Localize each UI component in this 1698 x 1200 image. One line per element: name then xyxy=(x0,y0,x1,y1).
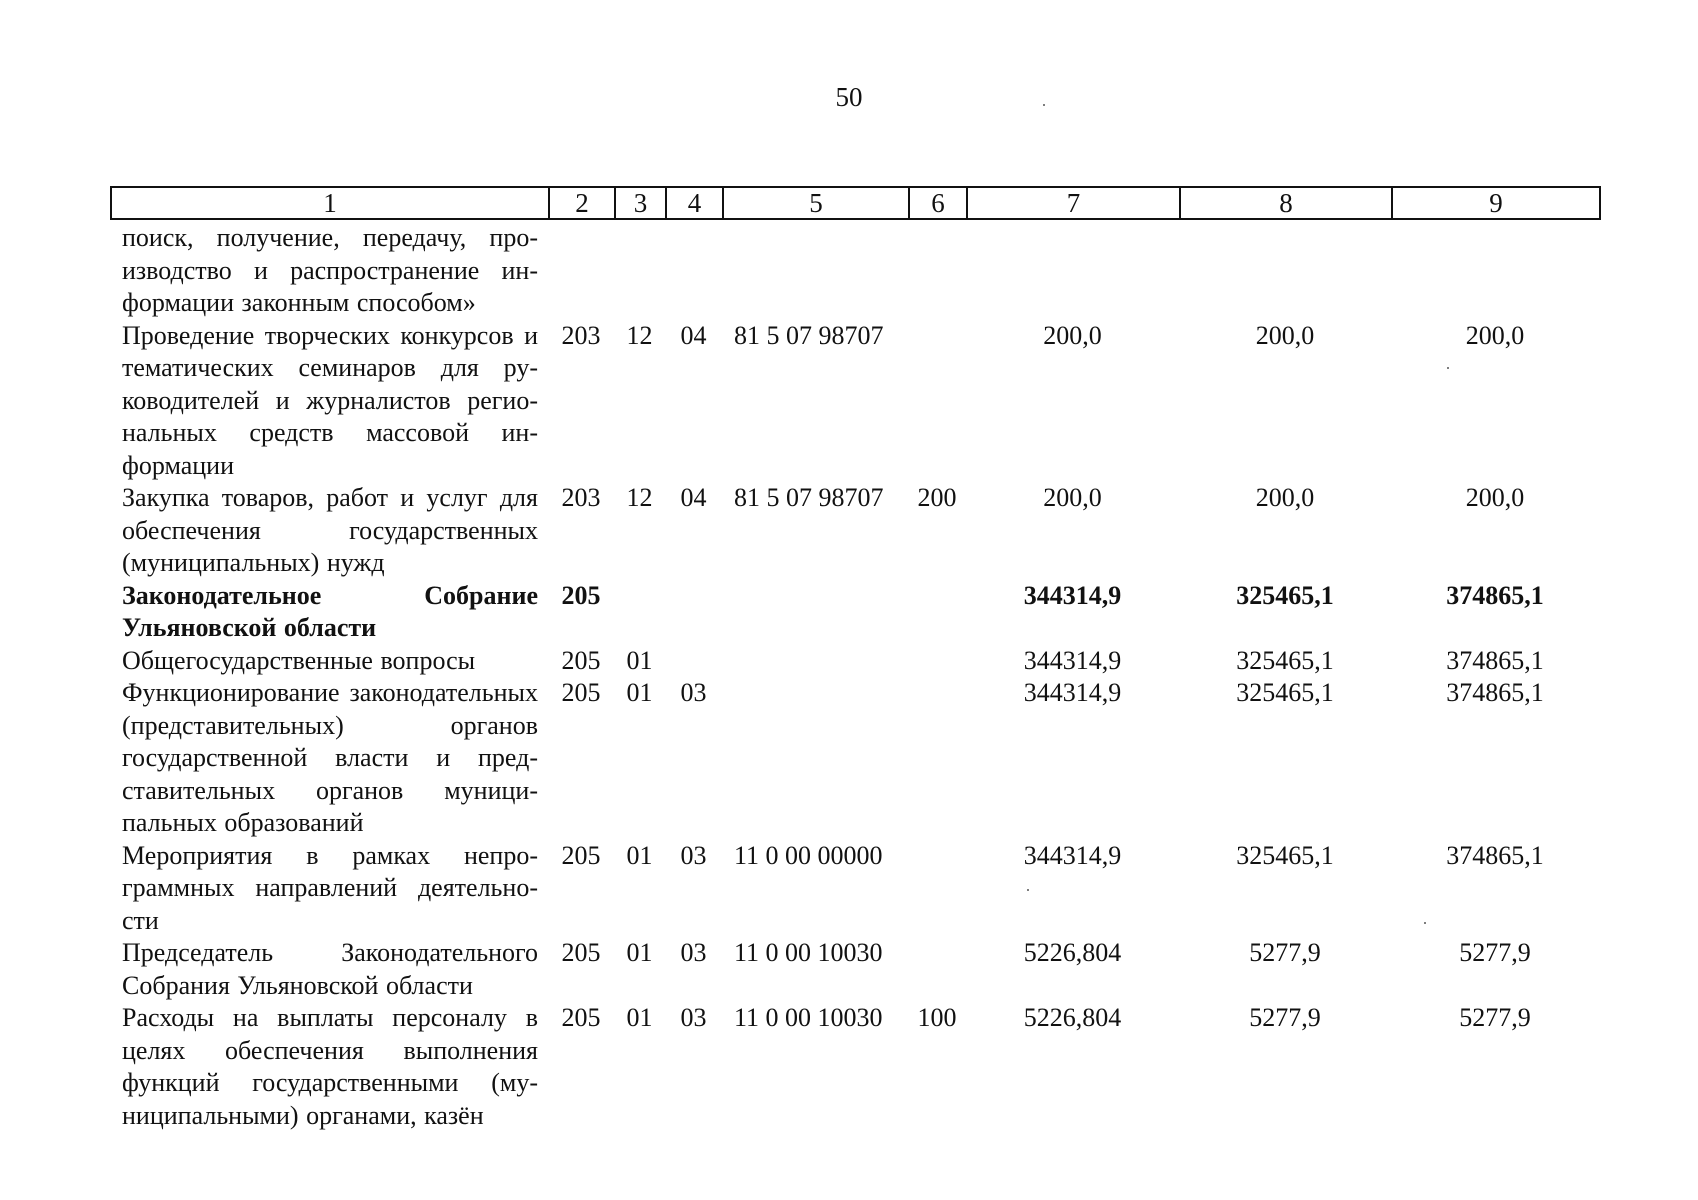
row-description: Мероприятия в рамках непрограммных направлений деятельности xyxy=(122,840,538,935)
cell-col-8 xyxy=(1179,222,1391,320)
table-body xyxy=(110,222,1599,1132)
cell-col-8: 325465,1 xyxy=(1236,840,1334,870)
cell-col-8: 5277,9 xyxy=(1249,938,1321,967)
cell-col-6 xyxy=(908,320,966,483)
header-row xyxy=(111,187,1600,219)
cell-col-2: 205 xyxy=(561,580,601,610)
cell-col-6: 200 xyxy=(917,483,957,512)
cell-col-6 xyxy=(908,580,966,645)
cell-col-4 xyxy=(665,580,722,645)
table-header xyxy=(110,186,1601,220)
table-row xyxy=(110,645,1599,678)
scan-speck xyxy=(1027,889,1029,891)
cell-col-5 xyxy=(722,222,908,320)
cell-col-2: 205 xyxy=(561,840,601,870)
cell-col-6 xyxy=(908,840,966,938)
cell-col-9 xyxy=(1391,222,1599,320)
cell-col-3: 01 xyxy=(626,645,653,675)
cell-col-2: 203 xyxy=(561,320,601,350)
cell-col-4: 04 xyxy=(680,483,707,512)
cell-col-5: 11 0 00 10030 xyxy=(734,1003,883,1032)
cell-col-7: 5226,804 xyxy=(1023,938,1122,967)
row-description: Закупка товаров, работ и услуг для обеспечения государственных (муниципальных) нужд xyxy=(122,483,538,577)
cell-col-3 xyxy=(614,222,665,320)
page-number: 50 xyxy=(835,82,863,112)
cell-col-5 xyxy=(722,645,908,678)
table-row xyxy=(110,677,1599,840)
row-description: поиск, получение, передачу, производство и распространение информации законным способом» xyxy=(122,223,538,317)
cell-col-7 xyxy=(966,222,1179,320)
header-cell: 4 xyxy=(666,187,723,219)
cell-col-7: 344314,9 xyxy=(1023,580,1122,610)
cell-col-4: 04 xyxy=(680,320,707,350)
cell-col-8: 200,0 xyxy=(1255,483,1315,512)
cell-col-6 xyxy=(908,677,966,840)
cell-col-2: 205 xyxy=(561,645,601,675)
cell-col-8: 325465,1 xyxy=(1236,580,1334,610)
cell-col-9: 5277,9 xyxy=(1459,1003,1531,1032)
table-row xyxy=(110,222,1599,320)
row-description: Проведение творческих конкурсов и тематических семинаров для руководителей и журналистов региональных средств массовой информации xyxy=(122,320,538,480)
cell-col-5: 11 0 00 00000 xyxy=(734,840,883,870)
cell-col-6 xyxy=(908,937,966,1002)
cell-col-2 xyxy=(548,222,614,320)
cell-col-2: 205 xyxy=(561,938,601,967)
row-description: Расходы на выплаты персоналу в целях обеспечения выполнения функций государственными (муниципальными) органами, казён xyxy=(122,1003,538,1130)
cell-col-8: 200,0 xyxy=(1255,320,1315,350)
cell-col-2: 203 xyxy=(561,483,601,512)
table-row xyxy=(110,320,1599,483)
cell-col-7: 5226,804 xyxy=(1023,1003,1122,1032)
cell-col-7: 200,0 xyxy=(1043,483,1102,512)
table-row xyxy=(110,580,1599,645)
table-row xyxy=(110,482,1599,580)
cell-col-4 xyxy=(665,645,722,678)
cell-col-9: 200,0 xyxy=(1465,483,1525,512)
cell-col-3: 01 xyxy=(626,1003,653,1032)
row-description: Функционирование законодательных (представительных) органов государственной власти и представительных органов муниципальных образований xyxy=(122,678,538,837)
cell-col-3: 12 xyxy=(626,483,653,512)
header-cell: 6 xyxy=(909,187,967,219)
row-description: Общегосударственные вопросы xyxy=(122,645,476,675)
cell-col-6: 100 xyxy=(917,1003,957,1032)
cell-col-6 xyxy=(908,645,966,678)
header-cell: 7 xyxy=(967,187,1180,219)
cell-col-2: 205 xyxy=(561,1003,601,1032)
cell-col-7: 200,0 xyxy=(1043,320,1102,350)
cell-col-4: 03 xyxy=(680,1003,707,1032)
header-cell: 5 xyxy=(723,187,909,219)
cell-col-6 xyxy=(908,222,966,320)
cell-col-8: 325465,1 xyxy=(1236,678,1334,707)
cell-col-7: 344314,9 xyxy=(1023,678,1122,707)
cell-col-9: 5277,9 xyxy=(1459,938,1531,967)
header-cell: 9 xyxy=(1392,187,1600,219)
cell-col-8: 5277,9 xyxy=(1249,1003,1321,1032)
cell-col-5: 11 0 00 10030 xyxy=(734,938,883,967)
cell-col-4 xyxy=(665,222,722,320)
cell-col-9: 374865,1 xyxy=(1446,645,1544,675)
cell-col-2: 205 xyxy=(561,678,601,707)
row-description: Председатель Законодательного Собрания Ульяновской области xyxy=(122,938,538,1000)
table-row xyxy=(110,840,1599,938)
cell-col-3: 01 xyxy=(626,938,653,967)
cell-col-3 xyxy=(614,580,665,645)
cell-col-4: 03 xyxy=(680,678,707,707)
cell-col-8: 325465,1 xyxy=(1236,645,1334,675)
cell-col-9: 200,0 xyxy=(1465,320,1525,350)
cell-col-4: 03 xyxy=(680,938,707,967)
cell-col-9: 374865,1 xyxy=(1446,840,1544,870)
scan-speck xyxy=(1043,104,1045,106)
cell-col-3: 01 xyxy=(626,840,653,870)
cell-col-7: 344314,9 xyxy=(1023,645,1122,675)
row-description: Законодательное Собрание Ульяновской области xyxy=(122,580,538,642)
cell-col-5 xyxy=(722,677,908,840)
cell-col-4: 03 xyxy=(680,840,707,870)
header-cell: 1 xyxy=(111,187,549,219)
table-row xyxy=(110,937,1599,1002)
scan-speck xyxy=(1424,922,1426,924)
cell-col-9: 374865,1 xyxy=(1446,678,1544,707)
header-cell: 3 xyxy=(615,187,666,219)
scan-speck xyxy=(1447,367,1449,369)
cell-col-7: 344314,9 xyxy=(1023,840,1122,870)
cell-col-5: 81 5 07 98707 xyxy=(734,483,884,512)
header-cell: 2 xyxy=(549,187,615,219)
cell-col-5: 81 5 07 98707 xyxy=(734,320,884,350)
table-row xyxy=(110,1002,1599,1132)
cell-col-9: 374865,1 xyxy=(1446,580,1544,610)
header-cell: 8 xyxy=(1180,187,1392,219)
cell-col-5 xyxy=(722,580,908,645)
cell-col-3: 01 xyxy=(626,678,653,707)
cell-col-3: 12 xyxy=(626,320,653,350)
